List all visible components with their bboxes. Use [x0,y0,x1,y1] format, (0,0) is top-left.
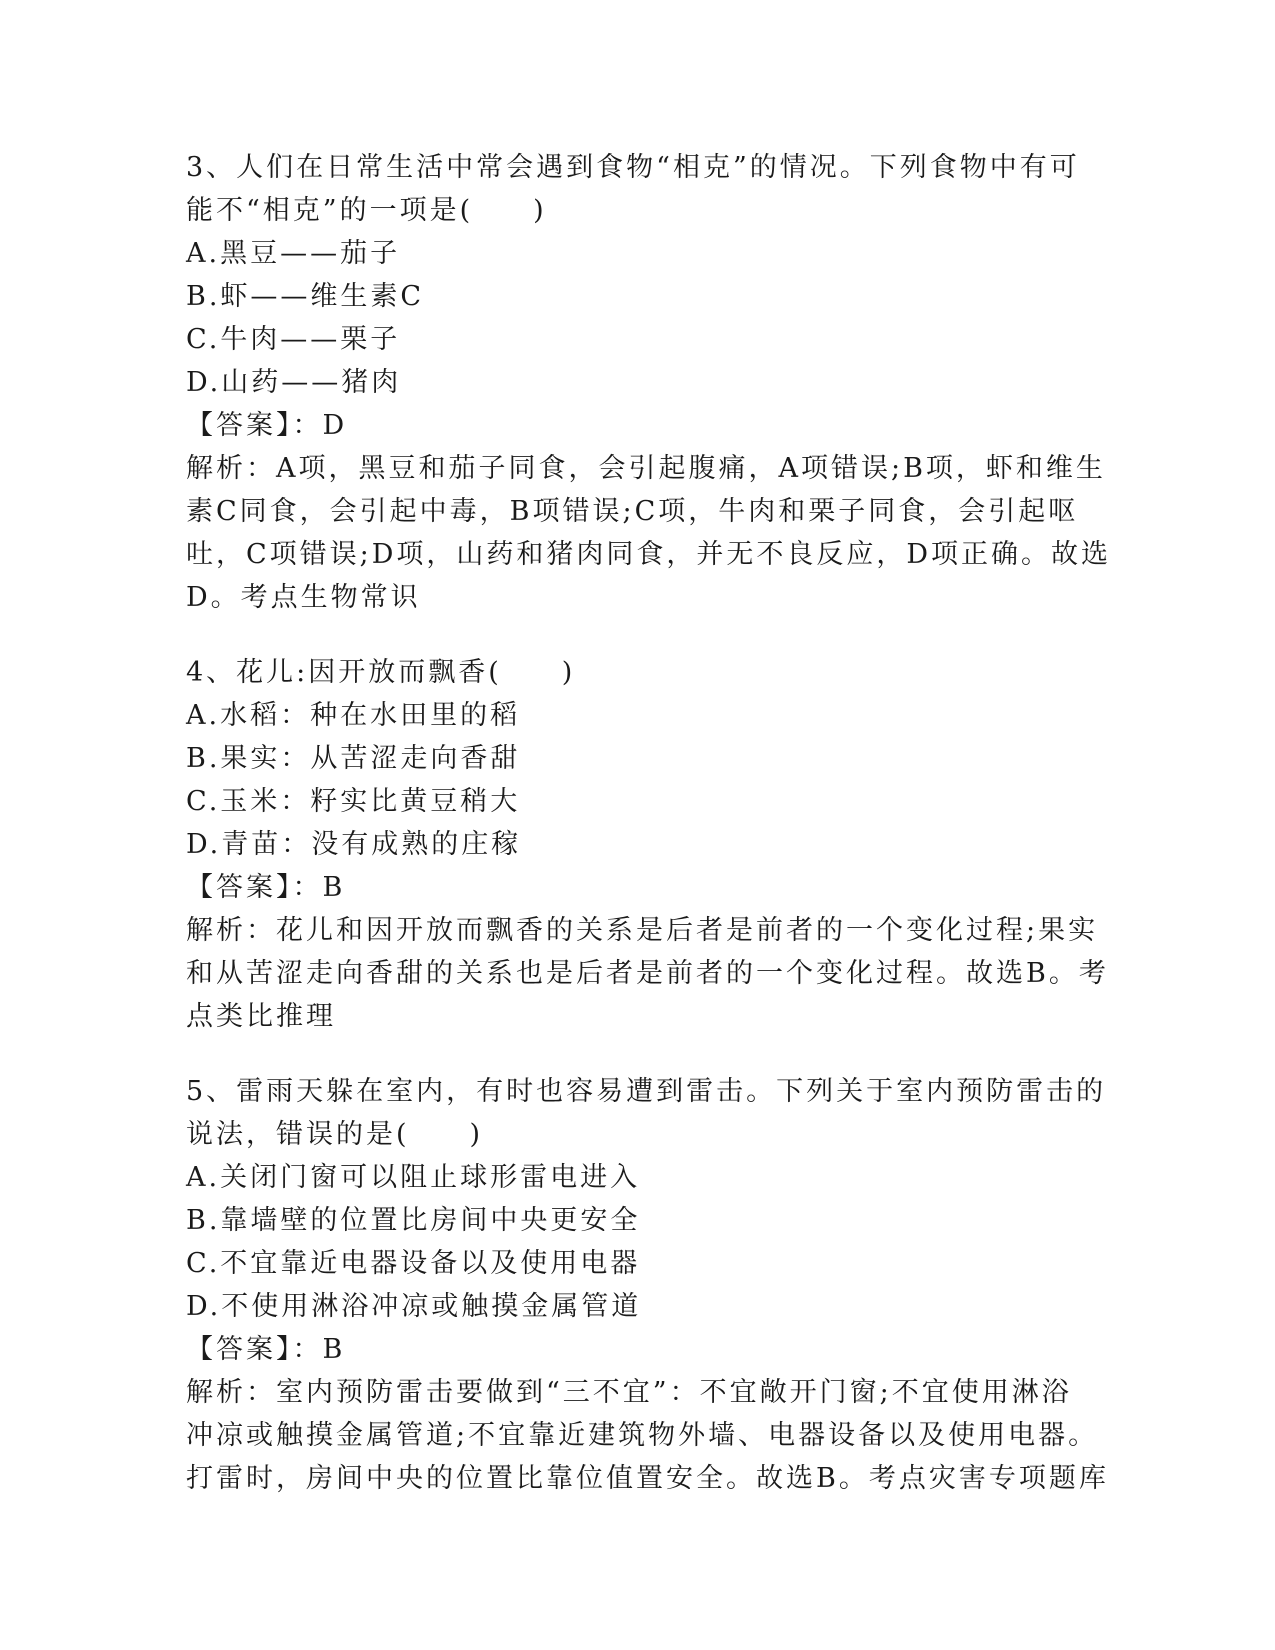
analysis-line: 打雷时，房间中央的位置比靠位值置安全。故选B。考点灾害专项题库 [186,1463,1109,1494]
answer-line: 【答案】：B [186,1334,346,1365]
option-d: D.不使用淋浴冲凉或触摸金属管道 [186,1291,642,1322]
option-a: A.关闭门窗可以阻止球形雷电进入 [186,1162,641,1193]
option-c: C.牛肉——栗子 [186,324,401,355]
option-a: A.黑豆——茄子 [186,238,401,269]
option-d: D.青苗：没有成熟的庄稼 [186,829,522,860]
option-b: B.靠墙壁的位置比房间中央更安全 [186,1205,641,1236]
option-b: B.虾——维生素C [186,281,425,312]
question-5 [186,1070,1109,1500]
analysis-line: 和从苦涩走向香甜的关系也是后者是前者的一个变化过程。故选B。考 [186,958,1109,989]
option-d: D.山药——猪肉 [186,367,402,398]
document-page [186,146,1112,1500]
answer-line: 【答案】：D [186,410,348,441]
analysis-line: 素C同食，会引起中毒，B项错误;C项，牛肉和栗子同食，会引起呕 [186,496,1079,527]
question-stem-line: 能不“相克”的一项是( ) [186,195,547,226]
question-stem-line: 3、人们在日常生活中常会遇到食物“相克”的情况。下列食物中有可 [186,152,1080,183]
analysis-line: 吐，C项错误;D项，山药和猪肉同食，并无不良反应，D项正确。故选 [186,539,1112,570]
analysis-line: D。考点生物常识 [186,582,421,613]
option-c: C.不宜靠近电器设备以及使用电器 [186,1248,641,1279]
analysis-line: 冲凉或触摸金属管道;不宜靠近建筑物外墙、电器设备以及使用电器。 [186,1420,1099,1451]
question-gap [186,1038,1086,1070]
option-b: B.果实：从苦涩走向香甜 [186,743,521,774]
question-gap [186,619,1086,651]
question-stem-line: 说法，错误的是( ) [186,1119,484,1150]
question-stem-line: 4、花儿:因开放而飘香( ) [186,657,576,688]
analysis-line: 解析：花儿和因开放而飘香的关系是后者是前者的一个变化过程;果实 [186,915,1099,946]
option-c: C.玉米：籽实比黄豆稍大 [186,786,521,817]
question-stem-line: 5、雷雨天躲在室内，有时也容易遭到雷击。下列关于室内预防雷击的 [186,1076,1107,1107]
answer-line: 【答案】：B [186,872,346,903]
analysis-line: 解析：A项，黑豆和茄子同食，会引起腹痛，A项错误;B项，虾和维生 [186,453,1106,484]
question-3 [186,146,1112,619]
analysis-line: 点类比推理 [186,1001,336,1032]
question-4 [186,651,1109,1038]
option-a: A.水稻：种在水田里的稻 [186,700,521,731]
analysis-line: 解析：室内预防雷击要做到“三不宜”：不宜敞开门窗;不宜使用淋浴 [186,1377,1072,1408]
